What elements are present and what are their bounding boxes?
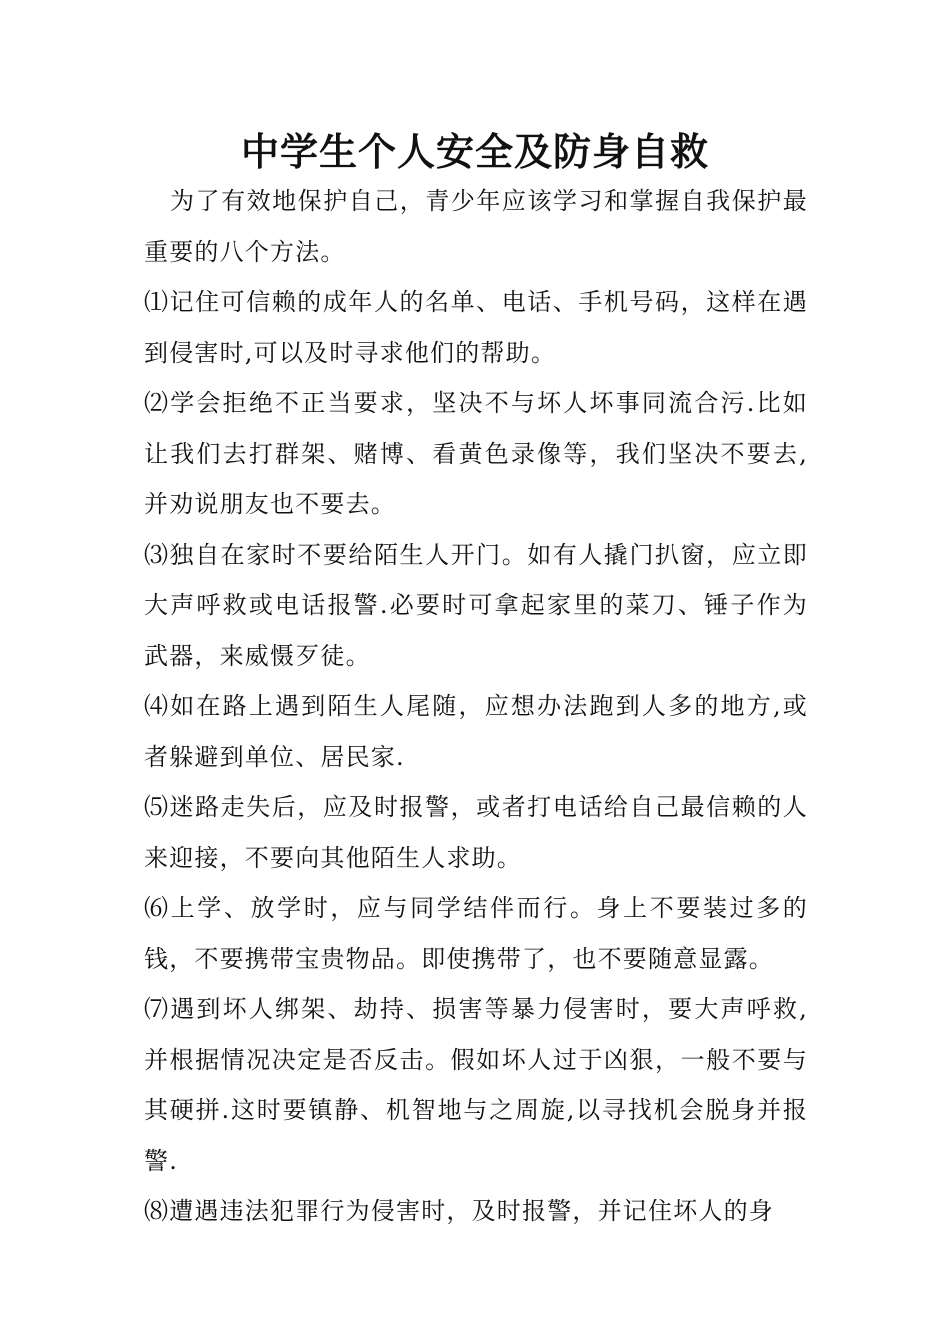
item-6-paragraph: ⑹上学、放学时，应与同学结伴而行。身上不要装过多的钱，不要携带宝贵物品。即使携带了，也不要随意显露。: [144, 894, 808, 973]
document-body: [144, 176, 808, 1237]
item-7-paragraph: ⑺遇到坏人绑架、劫持、损害等暴力侵害时，要大声呼救,并根据情况决定是否反击。假如坏人过于凶狠，一般不要与其硬拼.这时要镇静、机智地与之周旋,以寻找机会脱身并报警.: [144, 995, 808, 1175]
item-3-paragraph: ⑶独自在家时不要给陌生人开门。如有人撬门扒窗，应立即大声呼救或电话报警.必要时可拿起家里的菜刀、锤子作为武器，来威慑歹徒。: [144, 540, 808, 670]
item-8-paragraph: ⑻遭遇违法犯罪行为侵害时，及时报警，并记住坏人的身: [144, 1197, 774, 1225]
document-title: 中学生个人安全及防身自救: [240, 130, 709, 174]
item-4-paragraph: ⑷如在路上遇到陌生人尾随，应想办法跑到人多的地方,或者躲避到单位、居民家.: [144, 692, 808, 771]
item-2-paragraph: ⑵学会拒绝不正当要求，坚决不与坏人坏事同流合污.比如让我们去打群架、赌博、看黄色录像等，我们坚决不要去,并劝说朋友也不要去。: [144, 389, 808, 518]
intro-paragraph: 为了有效地保护自己，青少年应该学习和掌握自我保护最重要的八个方法。: [144, 187, 808, 266]
item-1-paragraph: ⑴记住可信赖的成年人的名单、电话、手机号码，这样在遇到侵害时,可以及时寻求他们的帮助。: [144, 288, 808, 367]
item-5-paragraph: ⑸迷路走失后，应及时报警，或者打电话给自己最信赖的人来迎接，不要向其他陌生人求助。: [144, 793, 808, 872]
